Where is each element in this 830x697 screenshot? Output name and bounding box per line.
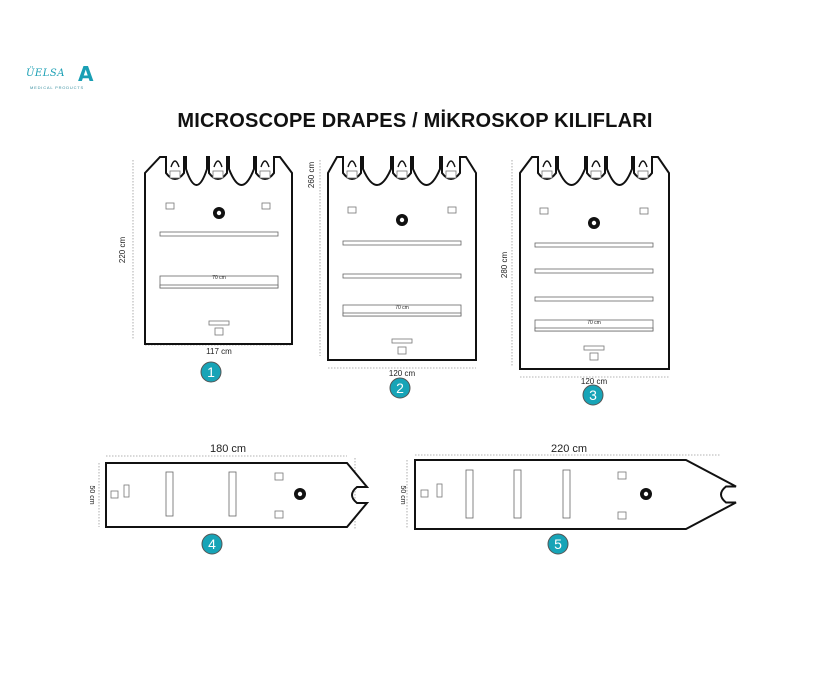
drape-2-strip-1 [343, 241, 461, 245]
drape-4-square-end [111, 491, 118, 498]
drape-2-loop-tab-3 [446, 171, 456, 178]
drape-2-square-left [348, 207, 356, 213]
drape-5-port-hole-center [644, 492, 648, 496]
drape-2-square-right [448, 207, 456, 213]
drape-1-square-left [166, 203, 174, 209]
drape-3-panel-label: 70 cm [587, 320, 601, 326]
drape-3-strip-2 [535, 269, 653, 273]
drape-3-strip-1 [535, 243, 653, 247]
drape-2-loop-3 [447, 161, 455, 167]
drape-3-bottom-square [590, 353, 598, 360]
drape-5-strip-1 [466, 470, 473, 518]
drape-1-panel-base [160, 285, 278, 288]
drape-2-loop-tab-1 [347, 171, 357, 178]
drape-2-loop-2 [398, 161, 406, 167]
drape-1-strip-1 [160, 232, 278, 236]
drape-5-strip-2 [514, 470, 521, 518]
drape-4-width-label: 50 cm [88, 485, 95, 505]
drape-4-badge-number: 4 [208, 536, 216, 552]
drape-1-bottom-tab [209, 321, 229, 325]
drape-3-loop-3 [639, 161, 647, 167]
drape-5-square-bottom [618, 512, 626, 519]
drape-1-loop-tab-1 [170, 171, 180, 178]
drape-2-port-hole-center [400, 218, 404, 222]
drape-1-outline [145, 157, 292, 344]
drape-3-bottom-tab [584, 346, 604, 350]
drape-2-bottom-tab [392, 339, 412, 343]
drape-2-width-label: 120 cm [388, 369, 416, 378]
drape-2-height-label: 260 cm [307, 161, 316, 189]
drape-3-height-label: 280 cm [500, 251, 509, 279]
drape-3-loop-1 [543, 161, 551, 167]
drape-5-length-label: 220 cm [550, 443, 588, 455]
drape-1-loop-tab-3 [260, 171, 270, 178]
drape-3-panel-base [535, 328, 653, 331]
drape-5-badge-number: 5 [554, 536, 562, 552]
drape-1-panel-label: 70 cm [212, 275, 226, 281]
drape-1-square-right [262, 203, 270, 209]
drape-4-length-label: 180 cm [209, 443, 247, 455]
drape-3-width-label: 120 cm [580, 377, 608, 386]
drape-4-outline [106, 463, 367, 527]
drape-2-bottom-square [398, 347, 406, 354]
drape-3-outline [520, 157, 669, 369]
drape-5-strip-3 [563, 470, 570, 518]
drape-4-strip-1 [166, 472, 173, 516]
drape-5-square-top [618, 472, 626, 479]
drape-3-badge-number: 3 [589, 387, 597, 403]
logo-tagline: MEDICAL PRODUCTS [30, 85, 84, 90]
drape-1-badge-number: 1 [207, 364, 215, 380]
drape-2-badge-number: 2 [396, 380, 404, 396]
drape-1-bottom-square [215, 328, 223, 335]
drape-2-loop-tab-2 [397, 171, 407, 178]
drape-2-strip-2 [343, 274, 461, 278]
drape-3-loop-2 [592, 161, 600, 167]
drape-2-loop-1 [348, 161, 356, 167]
drape-3-loop-tab-2 [591, 171, 601, 178]
drape-5-outline [415, 460, 736, 529]
logo-mark: A [78, 62, 94, 86]
drape-1-width-label: 117 cm [206, 347, 232, 356]
drape-4-strip-2 [229, 472, 236, 516]
drape-3-loop-tab-1 [542, 171, 552, 178]
drape-2-panel-label: 70 cm [395, 305, 409, 311]
drape-1-height-label: 220 cm [118, 236, 127, 264]
drape-5-width-label: 50 cm [399, 485, 406, 505]
drape-2-panel-base [343, 313, 461, 316]
drape-4-tab-end [124, 485, 129, 497]
drape-1-loop-2 [214, 161, 222, 167]
drape-5-tab-end [437, 484, 442, 497]
drape-4-square-top [275, 473, 283, 480]
drape-3-loop-tab-3 [638, 171, 648, 178]
logo-wordmark: ÜELSA [26, 68, 65, 79]
drape-2-outline [328, 157, 476, 360]
drape-3-strip-3 [535, 297, 653, 301]
drape-1-loop-1 [171, 161, 179, 167]
drape-3-port-hole-center [592, 221, 596, 225]
drape-4-square-bottom [275, 511, 283, 518]
drape-3-square-left [540, 208, 548, 214]
drape-4-port-hole-center [298, 492, 302, 496]
page-title: MICROSCOPE DRAPES / MİKROSKOP KILIFLARI [177, 110, 653, 132]
drape-1-loop-3 [261, 161, 269, 167]
drape-3-square-right [640, 208, 648, 214]
drape-1-port-hole-center [217, 211, 221, 215]
drape-5-square-end [421, 490, 428, 497]
drape-1-loop-tab-2 [213, 171, 223, 178]
